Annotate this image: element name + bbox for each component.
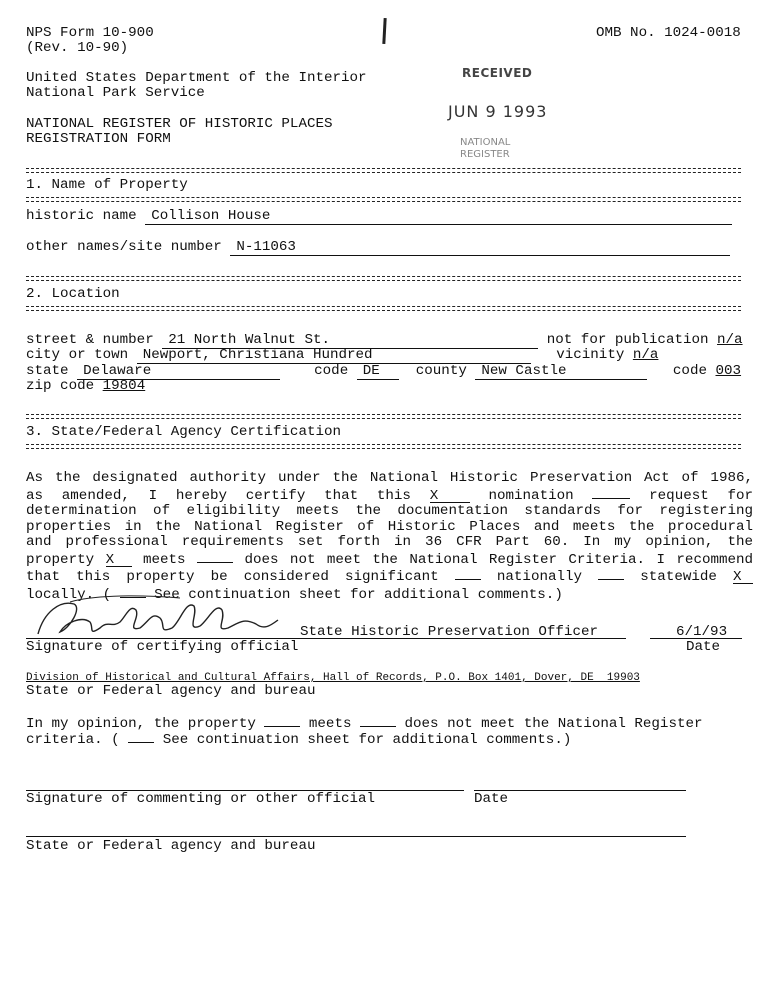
nomination-mark: X [429, 487, 439, 504]
cert-line: As the designated authority under the National Historic Preservation Act of 1986, [26, 470, 753, 486]
official-title: State Historic Preservation Officer [300, 624, 598, 640]
form-revision: (Rev. 10-90) [26, 40, 129, 56]
statewide-checkbox[interactable] [598, 568, 624, 580]
cert-text: nomination [488, 487, 574, 504]
state-field[interactable]: Delaware [77, 364, 280, 380]
opinion-line-2 [26, 731, 571, 748]
cert-text: as amended, I hereby certify that this [26, 487, 411, 504]
not-for-publication-value[interactable]: n/a [717, 332, 743, 348]
cert-text: See continuation sheet for additional comments.) [154, 586, 563, 603]
stamp-line-register: REGISTER [460, 149, 510, 160]
cert-text: statewide [640, 569, 717, 585]
opinion-text: does not meet the National Register [404, 716, 703, 732]
agency-name: Division of Historical and Cultural Affairs, Hall of Records, P.O. Box 1401, Dover, DE 19903 [26, 672, 640, 684]
cert-text: meets [143, 551, 186, 568]
opinion-does-not-meet-checkbox[interactable] [360, 715, 396, 727]
opinion-line-1 [26, 715, 753, 732]
cert-line [26, 551, 753, 569]
other-names-field[interactable]: N-11063 [230, 240, 730, 256]
section1-heading: 1. Name of Property [26, 177, 188, 193]
section-divider [26, 444, 741, 449]
date-label: Date [686, 639, 721, 655]
not-for-publication-label: not for publication [546, 332, 709, 348]
city-label: city or town [26, 347, 129, 363]
section3-heading: 3. State/Federal Agency Certification [26, 424, 342, 440]
opinion-text: See continuation sheet for additional comments.) [162, 732, 572, 748]
cert-text: does not meet the National Register Criteria. I recommend [244, 551, 754, 568]
meets-mark: X [105, 551, 115, 568]
other-names-label: other names/site number [26, 239, 222, 255]
cert-text: request for [649, 487, 754, 504]
cert-line: determination of eligibility meets the documentation standards for registering [26, 503, 753, 519]
does-not-meet-checkbox[interactable] [197, 551, 233, 563]
cert-line: and professional requirements set forth in 36 CFR Part 60. In my opinion, the [26, 534, 753, 550]
opinion-text: criteria. ( [26, 732, 120, 748]
opinion-meets-checkbox[interactable] [264, 715, 300, 727]
omb-number: OMB No. 1024-0018 [596, 25, 741, 41]
certification-date: 6/1/93 [676, 624, 728, 640]
state-code-label: code [314, 363, 349, 379]
received-date-stamp: JUN 9 1993 [448, 102, 548, 121]
form-number: NPS Form 10-900 [26, 25, 154, 41]
county-label: county [415, 363, 467, 379]
form-title: REGISTRATION FORM [26, 131, 171, 147]
cert-line [26, 487, 753, 505]
request-checkbox[interactable] [592, 487, 630, 499]
street-label: street & number [26, 332, 154, 348]
nomination-checkbox[interactable] [429, 487, 470, 504]
locally-checkbox[interactable] [733, 569, 753, 585]
commenting-agency-line[interactable] [26, 836, 686, 837]
county-field[interactable]: New Castle [475, 364, 647, 380]
zip-field[interactable]: 19804 [102, 378, 146, 394]
meets-checkbox[interactable] [105, 551, 132, 568]
section-divider [26, 276, 741, 281]
county-code-field[interactable]: 003 [715, 363, 742, 379]
register-title: NATIONAL REGISTER OF HISTORIC PLACES [26, 116, 333, 132]
historic-name-field[interactable]: Collison House [145, 209, 732, 225]
section-divider [26, 197, 741, 202]
received-stamp: RECEIVED [462, 66, 533, 80]
locally-mark: X [733, 569, 742, 585]
handwritten-signature [30, 592, 290, 644]
opinion-text: meets [308, 716, 352, 732]
cert-text: locally. ( [26, 586, 112, 603]
section-divider [26, 168, 741, 173]
commenting-signature-label: Signature of commenting or other official [26, 791, 376, 807]
vicinity-label: vicinity [556, 347, 625, 363]
pen-mark [382, 18, 386, 44]
city-row [26, 348, 658, 364]
city-field[interactable]: Newport, Christiana Hundred [137, 348, 531, 364]
zip-row [26, 379, 145, 394]
vicinity-value[interactable]: n/a [632, 347, 659, 363]
state-code-field[interactable]: DE [357, 364, 399, 380]
zip-label: zip code [26, 378, 95, 394]
cert-line: properties in the National Register of Historic Places and meets the procedural [26, 518, 753, 535]
other-names-row [26, 240, 730, 256]
stamp-line-national: NATIONAL [460, 137, 511, 148]
cert-line [26, 568, 753, 586]
commenting-date-label: Date [474, 791, 509, 807]
section-divider [26, 306, 741, 311]
agency-label: State or Federal agency and bureau [26, 683, 316, 699]
county-code-label: code [672, 363, 707, 379]
cert-text: property [26, 551, 95, 568]
historic-name-row [26, 209, 732, 225]
service-name: National Park Service [26, 85, 205, 101]
commenting-agency-label: State or Federal agency and bureau [26, 838, 316, 854]
cert-text: nationally [496, 569, 583, 585]
section-divider [26, 414, 741, 419]
historic-name-label: historic name [26, 208, 137, 224]
nationally-checkbox[interactable] [455, 568, 481, 580]
signature-label: Signature of certifying official [26, 639, 299, 655]
certification-paragraph [26, 471, 753, 603]
section2-heading: 2. Location [26, 286, 120, 302]
department-name: United States Department of the Interior [26, 70, 367, 86]
street-field[interactable]: 21 North Walnut St. [162, 333, 538, 349]
state-label: state [26, 363, 69, 379]
opinion-continuation-checkbox[interactable] [128, 731, 154, 743]
opinion-text: In my opinion, the property [26, 716, 256, 732]
cert-text: that this property be considered significant [26, 569, 439, 585]
